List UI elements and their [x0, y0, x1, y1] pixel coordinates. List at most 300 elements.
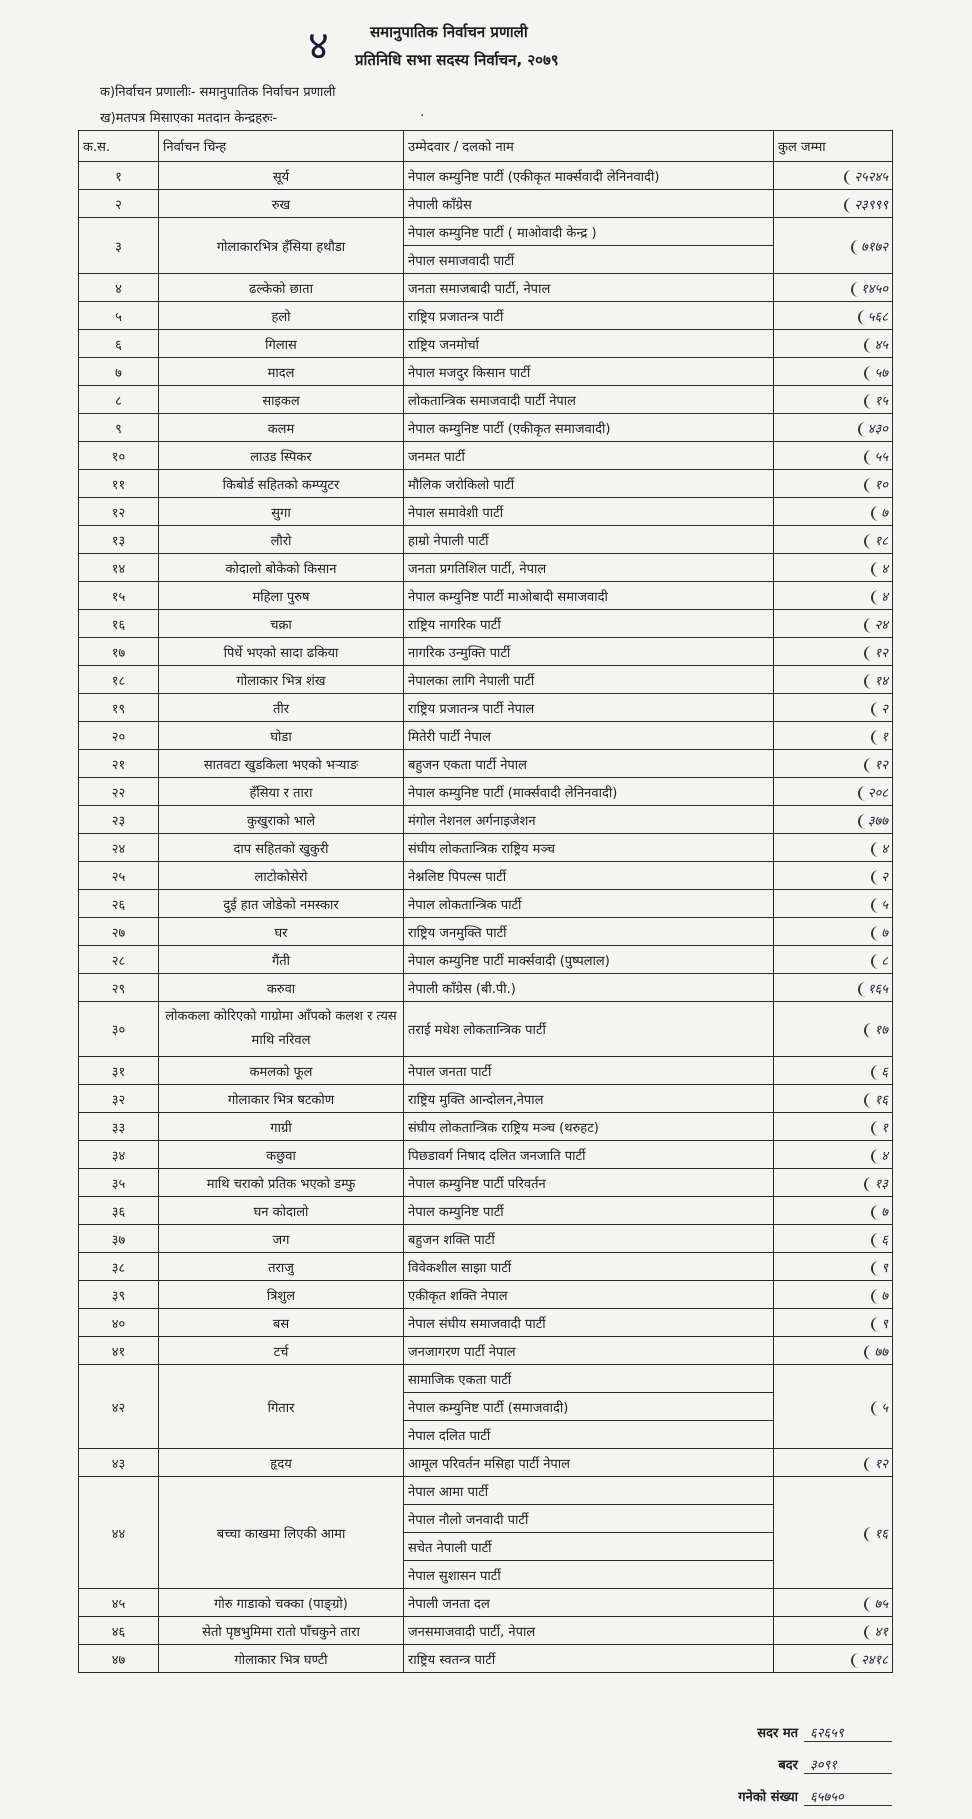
row-party-name: राष्ट्रिय नागरिक पार्टी: [404, 610, 774, 638]
row-party-name: जनता समाजबादी पार्टी, नेपाल: [404, 274, 774, 302]
document-subtitle: प्रतिनिधि सभा सदस्य निर्वाचन, २०७९: [355, 51, 559, 69]
table-row: [79, 918, 893, 946]
row-total-value: ७: [871, 1205, 888, 1220]
table-row: [79, 1449, 893, 1477]
row-election-symbol: लाटोकोसेरो: [159, 862, 404, 890]
row-total-value: ९: [871, 1261, 888, 1276]
table-row: [79, 946, 893, 974]
table-row: [79, 582, 893, 610]
row-election-symbol: पिर्धे भएको सादा ढकिया: [159, 638, 404, 666]
header-sn: क.स.: [79, 131, 159, 162]
row-serial-number: ३९: [79, 1281, 159, 1309]
row-party-name: नेपाल सुशासन पार्टी: [404, 1561, 774, 1589]
row-serial-number: ७: [79, 358, 159, 386]
counted-total-row: [640, 1780, 892, 1812]
row-party-name: बहुजन एकता पार्टी नेपाल: [404, 750, 774, 778]
table-row: [79, 610, 893, 638]
row-party-name: जनसमाजवादी पार्टी, नेपाल: [404, 1617, 774, 1645]
row-party-name: नेपाल कम्युनिष्ट पार्टी (समाजवादी): [404, 1393, 774, 1421]
row-serial-number: ११: [79, 470, 159, 498]
row-party-name: राष्ट्रिय प्रजातन्त्र पार्टी नेपाल: [404, 694, 774, 722]
row-total-votes: [774, 694, 893, 722]
table-row: [79, 1002, 893, 1057]
row-party-name: पिछडावर्ग निषाद दलित जनजाति पार्टी: [404, 1141, 774, 1169]
row-party-name: नेपाल मजदुर किसान पार्टी: [404, 358, 774, 386]
row-total-value: १६५: [858, 982, 888, 997]
row-total-votes: [774, 918, 893, 946]
row-total-value: ७७: [864, 1345, 888, 1360]
polling-centers-line: ख)मतपत्र मिसाएका मतदान केन्द्रहरुः-: [100, 111, 278, 126]
row-total-value: १४५०: [851, 282, 888, 297]
row-total-votes: [774, 1309, 893, 1337]
row-serial-number: १५: [79, 582, 159, 610]
row-serial-number: १३: [79, 526, 159, 554]
row-election-symbol: सातवटा खुडकिला भएको भऱ्याङ: [159, 750, 404, 778]
row-party-name: नेपाल नौलो जनवादी पार्टी: [404, 1505, 774, 1533]
invalid-votes-label: बदर: [778, 1758, 798, 1773]
row-party-name: लोकतान्त्रिक समाजवादी पार्टी नेपाल: [404, 386, 774, 414]
row-serial-number: २७: [79, 918, 159, 946]
row-total-votes: [774, 638, 893, 666]
row-total-value: १७: [864, 1023, 888, 1038]
row-election-symbol: महिला पुरुष: [159, 582, 404, 610]
row-serial-number: १६: [79, 610, 159, 638]
row-election-symbol: गैंती: [159, 946, 404, 974]
row-total-votes: [774, 1002, 893, 1057]
row-party-name: संघीय लोकतान्त्रिक राष्ट्रिय मञ्च: [404, 834, 774, 862]
row-party-name: जनमत पार्टी: [404, 442, 774, 470]
table-row: [79, 890, 893, 918]
row-election-symbol: हृदय: [159, 1449, 404, 1477]
row-total-value: ५६८: [858, 310, 888, 325]
row-serial-number: ४१: [79, 1337, 159, 1365]
row-total-votes: [774, 330, 893, 358]
row-election-symbol: दाप सहितको खुकुरी: [159, 834, 404, 862]
valid-votes-row: [640, 1716, 892, 1748]
row-election-symbol: घर: [159, 918, 404, 946]
row-total-votes: [774, 1477, 893, 1589]
row-election-symbol: तराजु: [159, 1253, 404, 1281]
row-total-value: ९: [871, 1317, 888, 1332]
row-total-votes: [774, 1197, 893, 1225]
row-total-votes: [774, 358, 893, 386]
row-serial-number: १८: [79, 666, 159, 694]
row-total-value: ७: [871, 1289, 888, 1304]
table-row: [79, 302, 893, 330]
row-election-symbol: घन कोदालो: [159, 1197, 404, 1225]
table-row: [79, 274, 893, 302]
row-party-name: नेश्नलिष्ट पिपल्स पार्टी: [404, 862, 774, 890]
table-row: [79, 1253, 893, 1281]
row-party-name: नेपाल कम्युनिष्ट पार्टी मार्क्सवादी (पुष्पलाल): [404, 946, 774, 974]
row-party-name: नेपाली काँग्रेस: [404, 190, 774, 218]
row-party-name: नेपाल कम्युनिष्ट पार्टी (मार्क्सवादी लेनिनवादी): [404, 778, 774, 806]
row-election-symbol: लोककला कोरिएको गाग्रोमा आँपको कलश र त्यस माथि नरिवल: [159, 1002, 404, 1057]
row-party-name: नेपाल कम्युनिष्ट पार्टी ( माओवादी केन्द्र ): [404, 218, 774, 246]
row-total-votes: [774, 470, 893, 498]
row-party-name: नेपाल आमा पार्टी: [404, 1477, 774, 1505]
row-total-votes: [774, 610, 893, 638]
row-total-value: ५: [871, 1401, 888, 1416]
row-total-value: ७१७२: [851, 240, 888, 255]
row-total-value: १०: [864, 478, 888, 493]
header-party: उम्मेदवार / दलको नाम: [404, 131, 774, 162]
row-total-value: ४: [871, 1149, 888, 1164]
row-serial-number: ८: [79, 386, 159, 414]
row-election-symbol: कछुवा: [159, 1141, 404, 1169]
row-serial-number: ४३: [79, 1449, 159, 1477]
counted-total-value: ६५७५०: [804, 1787, 892, 1806]
row-election-symbol: करुवा: [159, 974, 404, 1002]
row-total-votes: [774, 582, 893, 610]
row-election-symbol: गोलाकारभित्र हँसिया हथौडा: [159, 218, 404, 274]
valid-votes-label: सदर मत: [757, 1726, 798, 1741]
row-serial-number: २८: [79, 946, 159, 974]
row-party-name: मौलिक जरोकिलो पार्टी: [404, 470, 774, 498]
table-row: [79, 1477, 893, 1505]
row-election-symbol: गोलाकार भित्र षटकोण: [159, 1085, 404, 1113]
table-row: [79, 1169, 893, 1197]
row-serial-number: ३२: [79, 1085, 159, 1113]
row-serial-number: ४०: [79, 1309, 159, 1337]
table-row: [79, 862, 893, 890]
row-total-value: २०८: [858, 786, 888, 801]
row-election-symbol: गोलाकार भित्र घण्टी: [159, 1645, 404, 1673]
row-total-value: १६: [864, 1527, 888, 1542]
row-total-votes: [774, 722, 893, 750]
row-total-votes: [774, 526, 893, 554]
row-total-votes: [774, 1169, 893, 1197]
row-total-value: १२: [864, 758, 888, 773]
table-row: [79, 386, 893, 414]
row-serial-number: ९: [79, 414, 159, 442]
row-total-votes: [774, 554, 893, 582]
table-row: [79, 638, 893, 666]
row-party-name: नेपाल कम्युनिष्ट पार्टी माओबादी समाजवादी: [404, 582, 774, 610]
row-serial-number: १: [79, 162, 159, 190]
row-election-symbol: ढल्केको छाता: [159, 274, 404, 302]
row-serial-number: २९: [79, 974, 159, 1002]
table-row: [79, 1589, 893, 1617]
header-total: कुल जम्मा: [774, 131, 893, 162]
table-row: [79, 162, 893, 190]
row-total-value: ४५: [864, 338, 888, 353]
row-party-name: नेपाल संघीय समाजवादी पार्टी: [404, 1309, 774, 1337]
row-total-votes: [774, 414, 893, 442]
row-total-votes: [774, 1617, 893, 1645]
row-serial-number: २०: [79, 722, 159, 750]
row-total-value: २४: [864, 618, 888, 633]
row-serial-number: २२: [79, 778, 159, 806]
row-total-value: ७: [871, 926, 888, 941]
row-total-value: ४: [871, 562, 888, 577]
row-serial-number: ४: [79, 274, 159, 302]
row-total-value: ६: [871, 1065, 888, 1080]
row-election-symbol: कोदालो बोकेको किसान: [159, 554, 404, 582]
row-serial-number: १९: [79, 694, 159, 722]
row-total-value: १: [871, 730, 888, 745]
row-election-symbol: दुई हात जोडेको नमस्कार: [159, 890, 404, 918]
row-party-name: आमूल परिवर्तन मसिहा पार्टी नेपाल: [404, 1449, 774, 1477]
row-total-votes: [774, 862, 893, 890]
row-total-votes: [774, 218, 893, 274]
row-total-value: २४१८: [851, 1653, 888, 1668]
row-party-name: बहुजन शक्ति पार्टी: [404, 1225, 774, 1253]
table-row: [79, 778, 893, 806]
invalid-votes-value: ३०९१: [804, 1755, 892, 1774]
table-row: [79, 722, 893, 750]
row-total-votes: [774, 498, 893, 526]
row-election-symbol: माथि चराको प्रतिक भएको डम्फु: [159, 1169, 404, 1197]
row-election-symbol: सुगा: [159, 498, 404, 526]
row-election-symbol: सूर्य: [159, 162, 404, 190]
table-row: [79, 1281, 893, 1309]
table-row: [79, 1337, 893, 1365]
row-total-votes: [774, 778, 893, 806]
stray-mark: ·: [420, 108, 425, 124]
table-row: [79, 834, 893, 862]
row-serial-number: ३७: [79, 1225, 159, 1253]
row-total-value: २५२४५: [844, 170, 888, 185]
row-party-name: राष्ट्रिय जनमोर्चा: [404, 330, 774, 358]
table-row: [79, 1085, 893, 1113]
row-total-value: ५५: [864, 450, 888, 465]
row-party-name: नेपाल जनता पार्टी: [404, 1057, 774, 1085]
row-election-symbol: चक्रा: [159, 610, 404, 638]
row-serial-number: १७: [79, 638, 159, 666]
row-serial-number: १०: [79, 442, 159, 470]
row-election-symbol: मादल: [159, 358, 404, 386]
row-total-value: १४: [864, 674, 888, 689]
row-serial-number: ३८: [79, 1253, 159, 1281]
row-total-votes: [774, 1253, 893, 1281]
row-election-symbol: हँसिया र तारा: [159, 778, 404, 806]
row-total-votes: [774, 442, 893, 470]
row-serial-number: १२: [79, 498, 159, 526]
row-election-symbol: त्रिशुल: [159, 1281, 404, 1309]
table-row: [79, 498, 893, 526]
row-serial-number: २१: [79, 750, 159, 778]
row-total-votes: [774, 1141, 893, 1169]
row-election-symbol: कुखुराको भाले: [159, 806, 404, 834]
row-election-symbol: लौरो: [159, 526, 404, 554]
row-total-value: ३७७: [858, 814, 888, 829]
table-row: [79, 358, 893, 386]
row-party-name: राष्ट्रिय स्वतन्त्र पार्टी: [404, 1645, 774, 1673]
row-total-votes: [774, 806, 893, 834]
row-party-name: नेपाल समाजवादी पार्टी: [404, 246, 774, 274]
row-total-value: १५: [864, 394, 888, 409]
row-total-votes: [774, 1337, 893, 1365]
table-row: [79, 414, 893, 442]
row-party-name: नेपालका लागि नेपाली पार्टी: [404, 666, 774, 694]
row-total-value: १२: [864, 1457, 888, 1472]
table-header-row: [79, 131, 893, 162]
table-row: [79, 666, 893, 694]
table-row: [79, 1645, 893, 1673]
row-party-name: सचेत नेपाली पार्टी: [404, 1533, 774, 1561]
row-party-name: हाम्रो नेपाली पार्टी: [404, 526, 774, 554]
row-election-symbol: गिलास: [159, 330, 404, 358]
table-row: [79, 694, 893, 722]
invalid-votes-row: [640, 1748, 892, 1780]
row-election-symbol: साइकल: [159, 386, 404, 414]
row-party-name: नेपाल कम्युनिष्ट पार्टी (एकीकृत समाजवादी): [404, 414, 774, 442]
row-party-name: नेपाली काँग्रेस (बी.पी.): [404, 974, 774, 1002]
row-total-value: १६: [864, 1093, 888, 1108]
row-serial-number: ४४: [79, 1477, 159, 1589]
row-party-name: संघीय लोकतान्त्रिक राष्ट्रिय मञ्च (थरुहट): [404, 1113, 774, 1141]
row-total-value: १३: [864, 1177, 888, 1192]
row-total-value: ५७: [864, 366, 888, 381]
table-row: [79, 1225, 893, 1253]
table-row: [79, 1057, 893, 1085]
table-row: [79, 554, 893, 582]
row-total-votes: [774, 274, 893, 302]
counted-total-label: गनेको संख्या: [738, 1790, 798, 1805]
row-serial-number: १४: [79, 554, 159, 582]
table-row: [79, 526, 893, 554]
row-election-symbol: किबोर्ड सहितको कम्प्युटर: [159, 470, 404, 498]
row-serial-number: ३६: [79, 1197, 159, 1225]
row-party-name: राष्ट्रिय मुक्ति आन्दोलन,नेपाल: [404, 1085, 774, 1113]
document-title: समानुपातिक निर्वाचन प्रणाली: [370, 23, 528, 41]
row-total-votes: [774, 1449, 893, 1477]
row-total-votes: [774, 386, 893, 414]
row-serial-number: ४२: [79, 1365, 159, 1449]
table-row: [79, 1617, 893, 1645]
row-total-votes: [774, 1281, 893, 1309]
row-election-symbol: बच्चा काखमा लिएकी आमा: [159, 1477, 404, 1589]
row-party-name: सामाजिक एकता पार्टी: [404, 1365, 774, 1393]
row-total-value: २: [871, 870, 888, 885]
row-election-symbol: गोलाकार भित्र शंख: [159, 666, 404, 694]
row-total-value: ६: [871, 1233, 888, 1248]
row-total-votes: [774, 666, 893, 694]
header-symbol: निर्वाचन चिन्ह: [159, 131, 404, 162]
row-total-votes: [774, 1225, 893, 1253]
table-row: [79, 330, 893, 358]
row-total-value: २: [871, 702, 888, 717]
row-total-votes: [774, 190, 893, 218]
row-election-symbol: सेतो पृष्ठभुमिमा रातो पाँचकुने तारा: [159, 1617, 404, 1645]
row-party-name: नागरिक उन्मुक्ति पार्टी: [404, 638, 774, 666]
row-party-name: नेपाल कम्युनिष्ट पार्टी परिवर्तन: [404, 1169, 774, 1197]
row-total-value: ८: [871, 954, 888, 969]
valid-votes-value: ६२६५९: [804, 1723, 892, 1742]
row-total-value: ४: [871, 842, 888, 857]
table-row: [79, 750, 893, 778]
table-row: [79, 806, 893, 834]
row-total-value: ४: [871, 590, 888, 605]
row-party-name: एकीकृत शक्ति नेपाल: [404, 1281, 774, 1309]
row-serial-number: २३: [79, 806, 159, 834]
row-total-value: १: [871, 1121, 888, 1136]
row-serial-number: २५: [79, 862, 159, 890]
row-serial-number: ३३: [79, 1113, 159, 1141]
row-election-symbol: कमलको फूल: [159, 1057, 404, 1085]
row-election-symbol: बस: [159, 1309, 404, 1337]
table-row: [79, 1365, 893, 1393]
table-row: [79, 1113, 893, 1141]
row-election-symbol: रुख: [159, 190, 404, 218]
row-total-votes: [774, 1113, 893, 1141]
row-election-symbol: गोरु गाडाको चक्का (पाङ्ग्रो): [159, 1589, 404, 1617]
row-serial-number: ३०: [79, 1002, 159, 1057]
row-party-name: मंगोल नेशनल अर्गनाइजेशन: [404, 806, 774, 834]
row-serial-number: २: [79, 190, 159, 218]
row-party-name: नेपाली जनता दल: [404, 1589, 774, 1617]
row-total-value: ७५: [864, 1597, 888, 1612]
row-party-name: नेपाल दलित पार्टी: [404, 1421, 774, 1449]
row-party-name: नेपाल कम्युनिष्ट पार्टी: [404, 1197, 774, 1225]
row-election-symbol: तीर: [159, 694, 404, 722]
row-party-name: जनजागरण पार्टी नेपाल: [404, 1337, 774, 1365]
row-party-name: मितेरी पार्टी नेपाल: [404, 722, 774, 750]
row-total-value: २३९९९: [844, 198, 888, 213]
row-party-name: नेपाल लोकतान्त्रिक पार्टी: [404, 890, 774, 918]
row-serial-number: ४५: [79, 1589, 159, 1617]
row-party-name: राष्ट्रिय जनमुक्ति पार्टी: [404, 918, 774, 946]
table-row: [79, 190, 893, 218]
row-total-votes: [774, 162, 893, 190]
row-serial-number: ३५: [79, 1169, 159, 1197]
row-total-votes: [774, 890, 893, 918]
table-row: [79, 1309, 893, 1337]
row-serial-number: ३४: [79, 1141, 159, 1169]
row-total-value: ५: [871, 898, 888, 913]
table-row: [79, 442, 893, 470]
row-party-name: राष्ट्रिय प्रजातन्त्र पार्टी: [404, 302, 774, 330]
row-total-votes: [774, 1645, 893, 1673]
row-serial-number: ५: [79, 302, 159, 330]
row-election-symbol: लाउड स्पिकर: [159, 442, 404, 470]
row-total-value: ४१: [864, 1625, 888, 1640]
row-total-votes: [774, 946, 893, 974]
row-total-votes: [774, 1365, 893, 1449]
row-serial-number: ३: [79, 218, 159, 274]
row-election-symbol: कलम: [159, 414, 404, 442]
row-party-name: नेपाल समावेशी पार्टी: [404, 498, 774, 526]
row-election-symbol: गितार: [159, 1365, 404, 1449]
row-party-name: तराई मधेश लोकतान्त्रिक पार्टी: [404, 1002, 774, 1057]
row-party-name: जनता प्रगतिशिल पार्टी, नेपाल: [404, 554, 774, 582]
table-row: [79, 974, 893, 1002]
table-row: [79, 1141, 893, 1169]
row-total-votes: [774, 302, 893, 330]
row-total-value: ४३०: [858, 422, 888, 437]
vote-count-table: [78, 130, 893, 1673]
table-row: [79, 470, 893, 498]
row-serial-number: ६: [79, 330, 159, 358]
row-party-name: विवेकशील साझा पार्टी: [404, 1253, 774, 1281]
row-total-votes: [774, 1589, 893, 1617]
row-election-symbol: गाग्री: [159, 1113, 404, 1141]
row-election-symbol: घोडा: [159, 722, 404, 750]
row-total-value: ७: [871, 506, 888, 521]
row-election-symbol: टर्च: [159, 1337, 404, 1365]
election-system-line: क)निर्वाचन प्रणालीः- समानुपातिक निर्वाचन प्रणाली: [100, 85, 336, 100]
row-election-symbol: हलो: [159, 302, 404, 330]
row-serial-number: ४६: [79, 1617, 159, 1645]
row-total-votes: [774, 750, 893, 778]
row-serial-number: ४७: [79, 1645, 159, 1673]
row-total-value: १८: [864, 534, 888, 549]
row-serial-number: २६: [79, 890, 159, 918]
handwritten-mark: ४: [308, 23, 329, 69]
row-party-name: नेपाल कम्युनिष्ट पार्टी (एकीकृत मार्क्सवादी लेनिनवादी): [404, 162, 774, 190]
row-total-votes: [774, 1057, 893, 1085]
